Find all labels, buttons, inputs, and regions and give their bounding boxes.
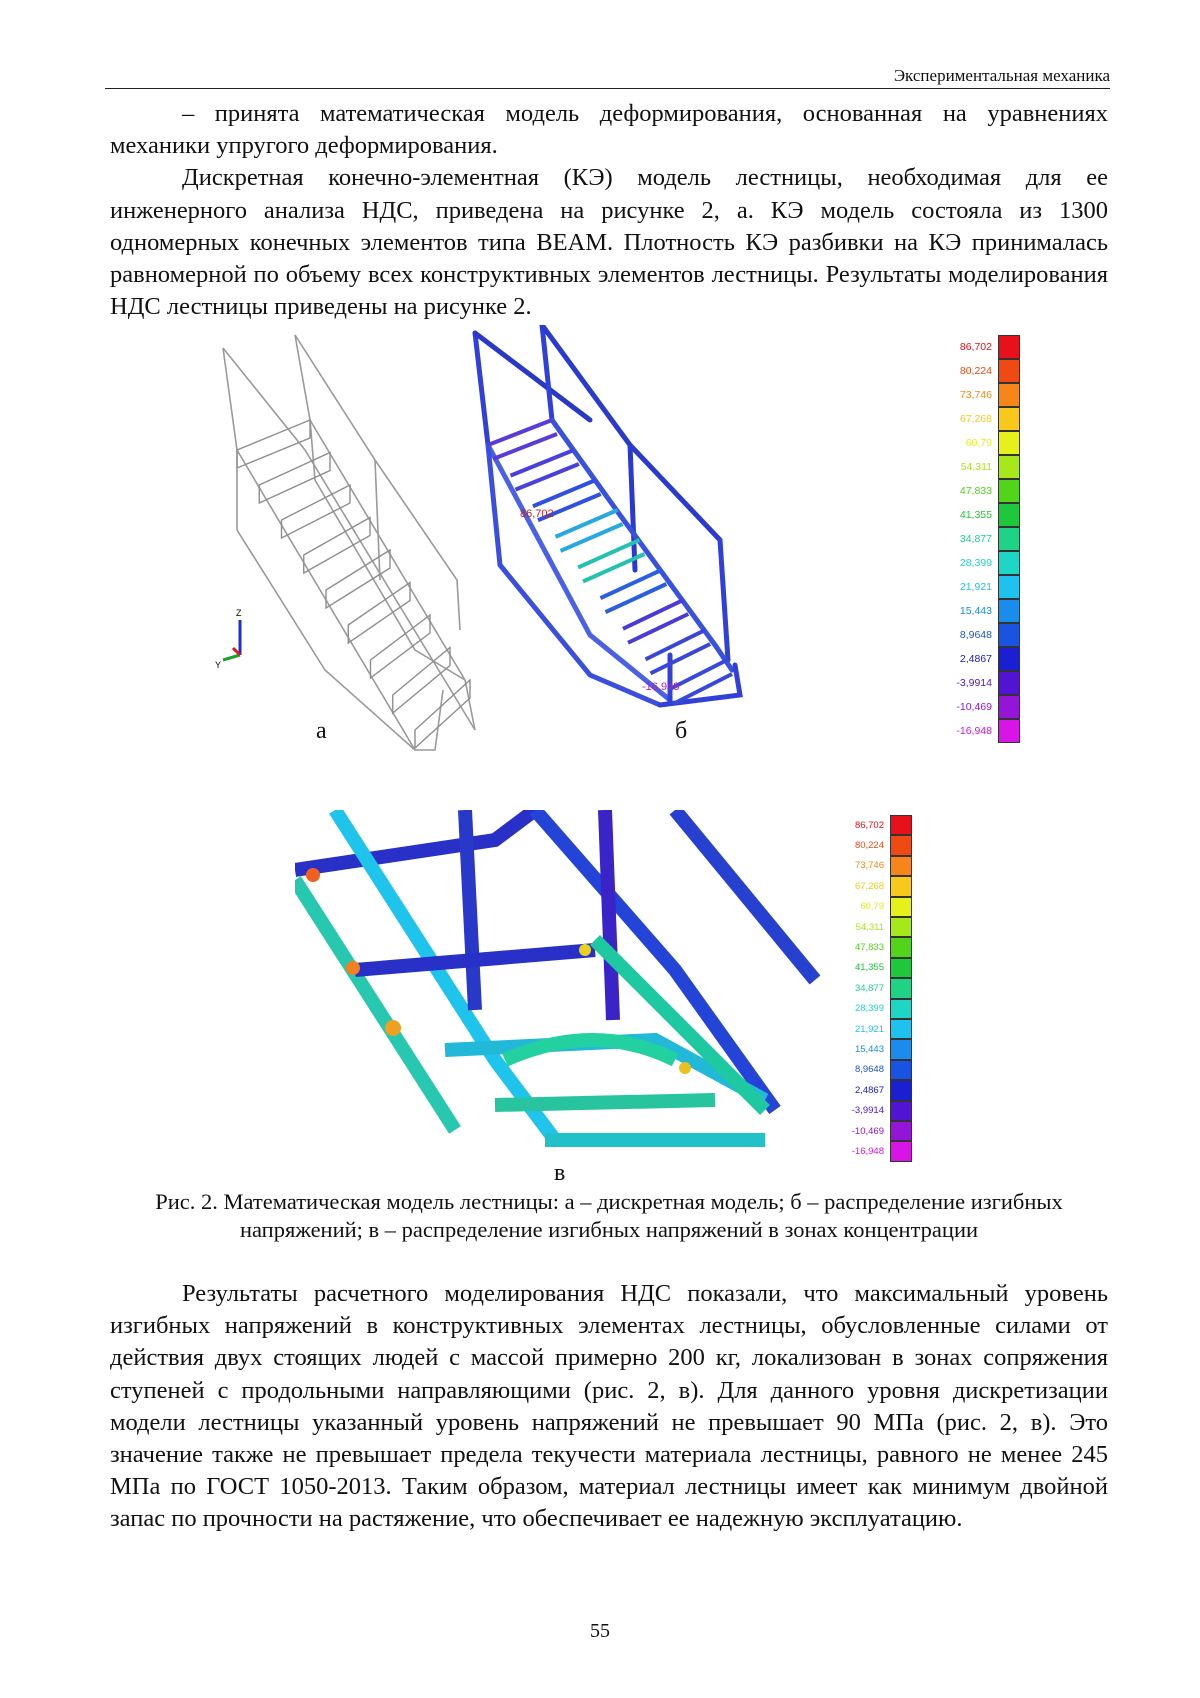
legend-entry	[960, 623, 1020, 647]
legend-entry	[960, 551, 1020, 575]
legend-swatch	[890, 835, 912, 855]
legend-entry	[855, 815, 912, 835]
legend-value: 80,224	[959, 365, 992, 377]
legend-swatch	[998, 359, 1020, 383]
legend-value: 28,399	[854, 1003, 884, 1015]
legend-swatch	[890, 937, 912, 957]
legend-swatch	[890, 876, 912, 896]
legend-value: 73,746	[959, 389, 992, 401]
legend-swatch	[998, 695, 1020, 719]
legend-swatch	[890, 1060, 912, 1080]
legend-entry	[855, 999, 912, 1019]
figure-caption: Рис. 2. Математическая модель лестницы: а – дискретная модель; б – распределение изгибных напряжений; в – распределение изгибных напряжений в зонах концентрации	[155, 1189, 1063, 1242]
figure-label-a: а	[316, 718, 327, 744]
svg-text:Z: Z	[236, 608, 242, 618]
legend-entry	[855, 1080, 912, 1100]
legend-value: -3,9914	[956, 677, 992, 689]
legend-entry	[855, 937, 912, 957]
legend-entry	[960, 599, 1020, 623]
legend-swatch	[998, 383, 1020, 407]
legend-value: 21,921	[959, 581, 992, 593]
legend-swatch	[998, 503, 1020, 527]
legend-swatch	[998, 599, 1020, 623]
legend-swatch	[998, 335, 1020, 359]
svg-text:Y: Y	[215, 660, 222, 670]
journal-title: Экспериментальная механика	[893, 66, 1110, 85]
paragraph: Дискретная конечно-элементная (КЭ) модель лестницы, необходимая для ее инженерного анализа НДС, приведена на рисунке 2, а. КЭ модель состояла из 1300 одномерных конечных элементов типа BEAM. Плотность КЭ разбивки на КЭ принималась равномерной по объему всех конструктивных элементов лестницы. Результаты моделирования НДС лестницы приведены на рисунке 2.	[110, 164, 1108, 321]
legend-swatch	[998, 431, 1020, 455]
legend-entry	[855, 978, 912, 998]
legend-value: 86,702	[854, 819, 884, 831]
legend-value: 60,79	[860, 901, 884, 913]
legend-value: 86,702	[959, 341, 992, 353]
legend-entry	[960, 503, 1020, 527]
legend-value: 47,833	[959, 485, 992, 497]
legend-entry	[852, 1121, 912, 1141]
legend-entry	[956, 671, 1020, 695]
legend-entry	[855, 958, 912, 978]
figure-v-concentration	[295, 810, 855, 1170]
legend-value: 2,4867	[854, 1084, 884, 1096]
legend-value: -3,9914	[851, 1105, 884, 1117]
legend-entry	[966, 431, 1020, 455]
legend-value: 67,268	[959, 413, 992, 425]
legend-entry	[855, 856, 912, 876]
legend-swatch	[998, 623, 1020, 647]
legend-b	[880, 335, 1020, 750]
legend-entry	[852, 1101, 912, 1121]
legend-value: 2,4867	[959, 653, 992, 665]
legend-value: 28,399	[959, 557, 992, 569]
legend-value: -16,948	[851, 1146, 884, 1158]
legend-entry	[855, 1019, 912, 1039]
legend-swatch	[890, 1121, 912, 1141]
legend-entry	[960, 407, 1020, 431]
legend-swatch	[890, 856, 912, 876]
legend-entry	[960, 527, 1020, 551]
max-stress-marker: 86,702	[520, 508, 554, 520]
legend-entry	[960, 647, 1020, 671]
legend-value: 15,443	[854, 1044, 884, 1056]
legend-value: 21,921	[854, 1023, 884, 1035]
paragraph: – принята математическая модель деформирования, основанная на уравнениях механики упругого деформирования.	[110, 100, 1108, 160]
legend-value: 54,311	[960, 461, 992, 473]
legend-swatch	[998, 407, 1020, 431]
legend-swatch	[890, 815, 912, 835]
legend-entry	[855, 876, 912, 896]
legend-entry	[956, 695, 1020, 719]
figure-label-b: б	[675, 718, 688, 744]
legend-value: 80,224	[854, 840, 884, 852]
legend-entry	[852, 1141, 912, 1161]
legend-value: 60,79	[965, 437, 992, 449]
legend-swatch	[890, 978, 912, 998]
legend-swatch	[998, 551, 1020, 575]
legend-entry	[961, 455, 1020, 479]
legend-entry	[960, 479, 1020, 503]
legend-swatch	[890, 999, 912, 1019]
legend-v	[780, 815, 912, 1165]
legend-value: 73,746	[854, 860, 884, 872]
legend-value: 15,443	[959, 605, 992, 617]
legend-entry	[860, 897, 912, 917]
legend-entry	[960, 575, 1020, 599]
legend-swatch	[998, 455, 1020, 479]
legend-value: 8,9648	[854, 1064, 884, 1076]
legend-entry	[960, 359, 1020, 383]
legend-swatch	[998, 575, 1020, 599]
legend-swatch	[998, 647, 1020, 671]
legend-value: 41,355	[959, 509, 992, 521]
legend-swatch	[890, 958, 912, 978]
legend-swatch	[998, 527, 1020, 551]
legend-value: 67,268	[854, 880, 884, 892]
legend-value: -16,948	[956, 725, 992, 737]
legend-entry	[856, 917, 912, 937]
legend-value: 54,311	[855, 921, 884, 933]
legend-entry	[855, 835, 912, 855]
legend-value: 41,355	[854, 962, 884, 974]
legend-swatch	[890, 1039, 912, 1059]
legend-swatch	[998, 671, 1020, 695]
legend-swatch	[998, 479, 1020, 503]
legend-entry	[855, 1060, 912, 1080]
running-header	[105, 66, 1110, 89]
legend-swatch	[890, 1080, 912, 1100]
legend-swatch	[890, 1019, 912, 1039]
legend-swatch	[998, 719, 1020, 743]
legend-value: 34,877	[854, 982, 884, 994]
legend-swatch	[890, 897, 912, 917]
legend-swatch	[890, 917, 912, 937]
legend-swatch	[890, 1101, 912, 1121]
page-number: 55	[590, 1620, 610, 1642]
min-stress-marker: -16,948	[642, 681, 680, 693]
legend-swatch	[890, 1141, 912, 1161]
legend-value: 34,877	[959, 533, 992, 545]
axis-triad-icon	[215, 608, 242, 670]
legend-value: 47,833	[854, 942, 884, 954]
legend-entry	[960, 335, 1020, 359]
legend-value: 8,9648	[959, 629, 992, 641]
figure-label-v: в	[554, 1160, 566, 1186]
legend-value: -10,469	[956, 701, 992, 713]
legend-entry	[960, 383, 1020, 407]
legend-entry	[855, 1039, 912, 1059]
paragraph: Результаты расчетного моделирования НДС показали, что максимальный уровень изгибных напряжений в конструктивных элементах лестницы, обусловленные силами от действия двух стоящих людей с массой примерно 200 кг, локализован в зонах сопряжения ступеней с продольными направляющими (рис. 2, в). Для данного уровня дискретизации модели лестницы указанный уровень напряжений не превышает 90 МПа (рис. 2, в). Это значение также не превышает предела текучести материала лестницы, равного не менее 245 МПа по ГОСТ 1050-2013. Таким образом, материал лестницы имеет как минимум двойной запас по прочности на растяжение, что обеспечивает ее надежную эксплуатацию.	[110, 1280, 1108, 1533]
legend-entry	[956, 719, 1020, 743]
results-text	[110, 1278, 1108, 1536]
legend-value: -10,469	[851, 1125, 884, 1137]
figure-b-stress	[470, 325, 830, 745]
intro-text	[110, 98, 1108, 323]
